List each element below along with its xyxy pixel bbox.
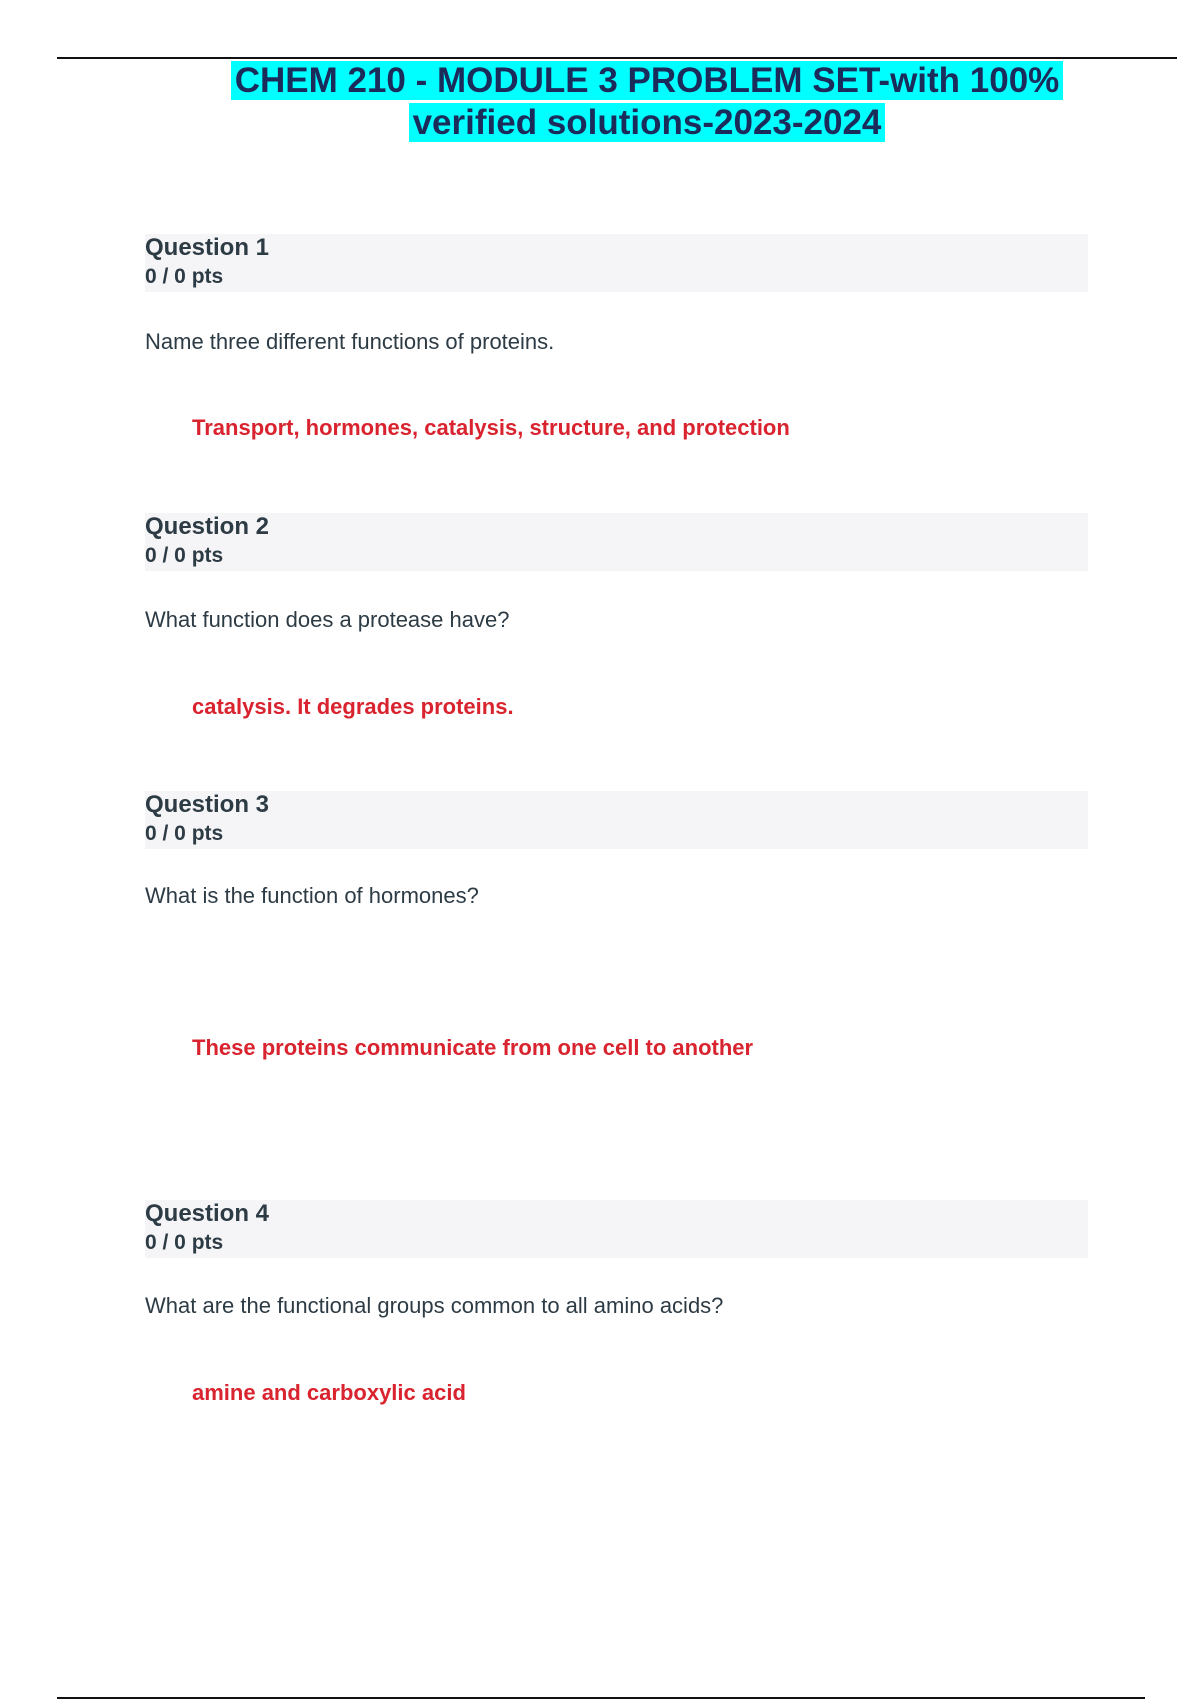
question-2-title: Question 2 xyxy=(145,513,270,540)
question-3-header xyxy=(145,791,1088,849)
question-1-title: Question 1 xyxy=(145,234,270,261)
question-4-answer: amine and carboxylic acid xyxy=(192,1380,466,1405)
question-3-points: 0 / 0 pts xyxy=(145,822,224,845)
bottom-rule xyxy=(57,1697,1145,1699)
question-1-text: Name three different functions of proteins. xyxy=(145,329,555,354)
document-title xyxy=(0,60,1200,144)
question-4-title: Question 4 xyxy=(145,1200,270,1227)
title-line-1: CHEM 210 - MODULE 3 PROBLEM SET-with 100% xyxy=(231,61,1064,100)
question-1-points: 0 / 0 pts xyxy=(145,265,224,288)
question-2-points: 0 / 0 pts xyxy=(145,544,224,567)
title-line-2: verified solutions-2023-2024 xyxy=(409,103,886,142)
question-1-header xyxy=(145,234,1088,292)
question-2-answer: catalysis. It degrades proteins. xyxy=(192,694,514,719)
question-4-text: What are the functional groups common to all amino acids? xyxy=(145,1293,724,1318)
question-2-text: What function does a protease have? xyxy=(145,607,510,632)
question-1-answer: Transport, hormones, catalysis, structure, and protection xyxy=(192,415,790,440)
question-3-answer: These proteins communicate from one cell to another xyxy=(192,1035,754,1060)
question-4-header xyxy=(145,1200,1088,1258)
top-rule xyxy=(57,57,1177,59)
question-3-title: Question 3 xyxy=(145,791,270,818)
question-2-header xyxy=(145,513,1088,571)
question-3-text: What is the function of hormones? xyxy=(145,883,479,908)
question-4-points: 0 / 0 pts xyxy=(145,1231,224,1254)
